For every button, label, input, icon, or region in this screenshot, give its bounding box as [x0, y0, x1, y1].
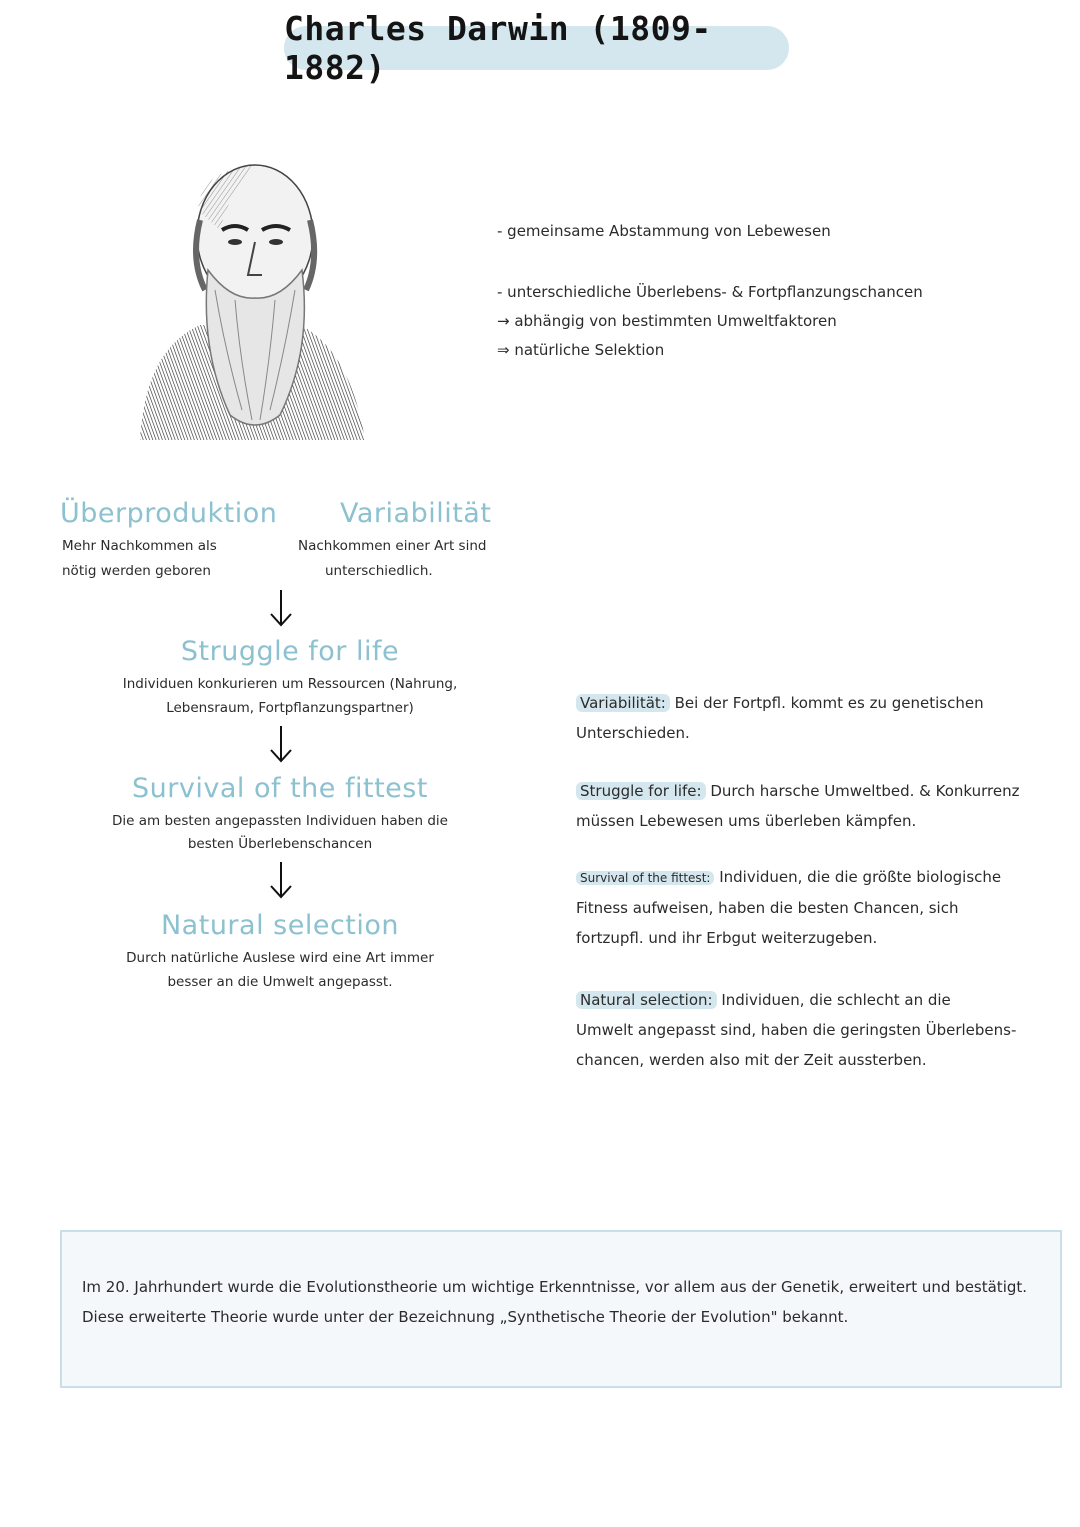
definition-variabilitaet — [576, 688, 984, 748]
definition-variabilitaet-line1: Bei der Fortpfl. kommt es zu genetischen — [674, 694, 984, 712]
title-banner — [284, 9, 789, 87]
heading-natural-selection: Natural selection — [160, 910, 400, 941]
variabilitaet-line2: unterschiedlich. — [325, 563, 433, 579]
heading-ueberproduktion: Überproduktion — [60, 498, 278, 529]
heading-struggle-for-life: Struggle for life — [180, 636, 400, 667]
note-environment-factors: → abhängig von bestimmten Umweltfaktoren — [497, 312, 837, 330]
term-survival: Survival of the fittest: — [576, 871, 714, 885]
arrow-down-icon — [268, 860, 294, 900]
ueberproduktion-line1: Mehr Nachkommen als — [62, 538, 217, 554]
survival-line1: Die am besten angepassten Individuen haben die — [112, 813, 448, 829]
struggle-line2: Lebensraum, Fortpflanzungspartner) — [166, 700, 414, 716]
note-common-descent: - gemeinsame Abstammung von Lebewesen — [497, 222, 831, 240]
definition-struggle — [576, 776, 1019, 836]
arrow-down-icon — [268, 588, 294, 628]
term-natural: Natural selection: — [576, 991, 717, 1009]
heading-survival-of-the-fittest: Survival of the fittest — [132, 773, 428, 804]
survival-line2: besten Überlebenschancen — [187, 836, 373, 852]
definition-struggle-line1: Durch harsche Umweltbed. & Konkurrenz — [710, 782, 1020, 800]
info-box-text: Im 20. Jahrhundert wurde die Evolutionstheorie um wichtige Erkenntnisse, vor allem aus der Genetik, erweitert und bestätigt. Diese erweiterte Theorie wurde unter der Bezeichnung „Synthetische Theorie der Evolution" bekannt. — [82, 1278, 1028, 1326]
definition-natural-line3: chancen, werden also mit der Zeit aussterben. — [576, 1051, 927, 1069]
definition-survival-line1: Individuen, die die größte biologische — [719, 868, 1002, 886]
ueberproduktion-line2: nötig werden geboren — [62, 563, 211, 579]
natural-line1: Durch natürliche Auslese wird eine Art immer — [126, 950, 434, 966]
info-box — [60, 1230, 1062, 1388]
definition-survival-line2: Fitness aufweisen, haben die besten Chancen, sich — [576, 899, 959, 917]
arrow-down-icon — [268, 724, 294, 764]
natural-line2: besser an die Umwelt angepasst. — [167, 974, 393, 990]
definition-natural-line1: Individuen, die schlecht an die — [721, 991, 951, 1009]
term-variabilitaet: Variabilität: — [576, 694, 670, 712]
struggle-line1: Individuen konkurieren um Ressourcen (Nahrung, — [122, 676, 458, 692]
definition-natural — [576, 985, 1016, 1075]
definition-natural-line2: Umwelt angepasst sind, haben die geringsten Überlebens- — [576, 1021, 1017, 1039]
term-struggle: Struggle for life: — [576, 782, 706, 800]
definition-variabilitaet-line2: Unterschieden. — [576, 724, 690, 742]
definition-struggle-line2: müssen Lebewesen ums überleben kämpfen. — [576, 812, 917, 830]
heading-variabilitaet: Variabilität — [340, 498, 492, 529]
variabilitaet-line1: Nachkommen einer Art sind — [298, 538, 487, 554]
page-title: Charles Darwin (1809-1882) — [284, 9, 712, 87]
definition-survival-line3: fortzupfl. und ihr Erbgut weiterzugeben. — [576, 929, 878, 947]
note-natural-selection: ⇒ natürliche Selektion — [497, 341, 665, 359]
definition-survival — [576, 862, 1001, 953]
darwin-portrait-image — [130, 150, 370, 440]
note-survival-chances: - unterschiedliche Überlebens- & Fortpflanzungschancen — [497, 283, 923, 301]
